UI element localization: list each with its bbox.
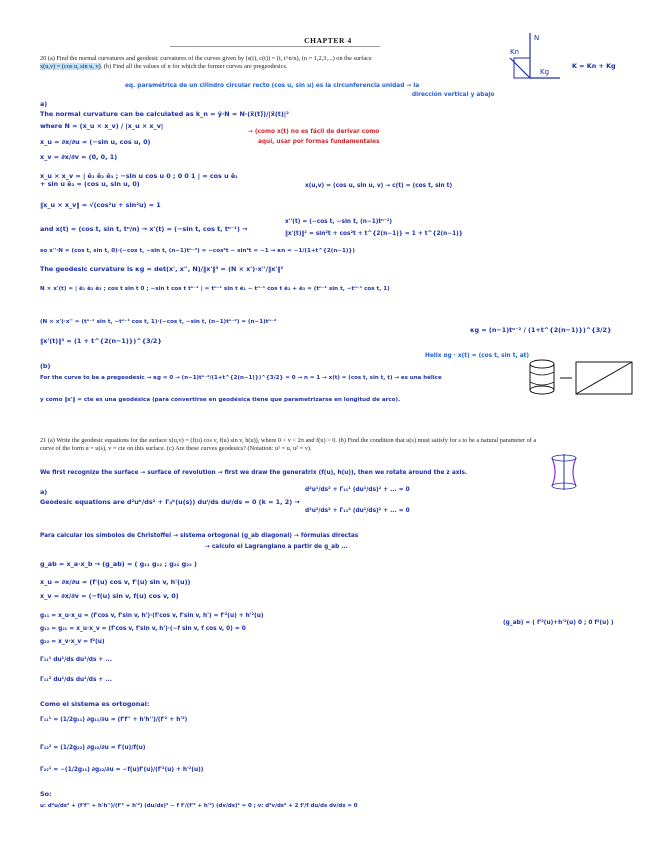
xv-derivative-21: x_v = ∂x/∂v = (−f(u) sin v, f(u) cos v, 0) — [40, 592, 179, 600]
normal-curvature-result: so x''·N = (cos t, sin t, 0)·(−cos t, −sin t, (n−1)tⁿ⁻²) = −cos²t − sin²t = −1 → κn = −1/(1+t^{2(n−1)}) — [40, 248, 355, 254]
geodesic-conclusion: y como ‖x'‖ = cte es una geodésica (para convertirse en geodésica tiene que parametrizarse en longitud de arco). — [40, 397, 401, 403]
curve-derivative: and x(t) = (cos t, sin t, tⁿ/n) → x'(t) = (−sin t, cos t, tⁿ⁻¹) → — [40, 225, 248, 233]
g22-calc: g₂₂ = x_v·x_v = f²(u) — [40, 639, 105, 645]
highlighted-surface: x(u,v) = (cos u, sin u, v) — [40, 63, 101, 70]
normal-vector-def: where N = (x_u × x_v) / |x_u × x_v| — [40, 122, 164, 130]
so-label: So: — [40, 790, 52, 798]
geodesic-equations: Geodesic equations are d²uᵏ/ds² + Γᵢⱼᵏ(u(s)) duⁱ/ds duʲ/ds = 0 (k = 1, 2) → — [40, 498, 300, 506]
christoffel-note: Para calcular los símbolos de Christoffel → sistema ortogonal (g_ab diagonal) → fórmulas directas — [40, 533, 359, 539]
svg-text:Kn: Kn — [510, 48, 520, 56]
velocity-norm-squared: ‖x'(t)‖² = sin²t + cos²t + t^{2(n−1)} = 1 + t^{2(n−1)} — [285, 231, 463, 237]
xv-derivative: x_v = ∂x/∂v = (0, 0, 1) — [40, 153, 118, 161]
header-rule — [170, 46, 380, 47]
revolution-surface-sketch — [544, 452, 584, 492]
geodesic-eq-k1: d²u¹/ds² + Γ₁₁¹ (du¹/ds)² + ... = 0 — [305, 487, 410, 493]
cross-product-norm: ‖x_u × x_v‖ = √(cos²u + sin²u) = 1 — [40, 201, 161, 209]
second-derivative: x''(t) = (−cos t, −sin t, (n−1)tⁿ⁻²) — [285, 219, 393, 225]
geodesic-expansion-1: Γ₁₁¹ du¹/ds du¹/ds + ... — [40, 657, 112, 663]
geodesic-eq-k2: d²u²/ds² + Γ₁₁² (du¹/ds)² + ... = 0 — [305, 508, 410, 514]
svg-text:Kg: Kg — [540, 68, 550, 76]
christoffel-111: Γ₁₁¹ = (1/2g₁₁) ∂g₁₁/∂u = (f'f'' + h'h'')/(f'² + h'²) — [40, 717, 188, 723]
helix-note: Helix αg · x(t) = (cos t, sin t, at) — [425, 353, 530, 359]
note-parametric-2: dirección vertical y abajo — [412, 92, 495, 98]
christoffel-221: Γ₂₂¹ = −(1/2g₁₁) ∂g₂₂/∂u = −f(u)f'(u)/(f'²(u) + h'²(u)) — [40, 767, 204, 773]
velocity-norm-cubed: ‖x'(t)‖³ = (1 + t^{2(n−1)})^{3/2} — [40, 337, 162, 345]
geodesic-curvature-result: κg = (n−1)tⁿ⁻² / (1+t^{2(n−1)})^{3/2} — [470, 326, 612, 334]
red-note-1: → (como x(t) no es fácil de derivar como — [248, 129, 380, 135]
xu-derivative-21: x_u = ∂x/∂u = (f'(u) cos v, f'(u) sin v, h'(u)) — [40, 578, 191, 586]
metric-matrix: (g_ab) = ( f'²(u)+h'²(u) 0 ; 0 f²(u) ) — [503, 620, 614, 626]
red-note-2: aquí, usar por formas fundamentales — [258, 139, 380, 145]
xu-derivative: x_u = ∂x/∂u = (−sin u, cos u, 0) — [40, 138, 151, 146]
cross-product: x_u × x_v = | ê₁ ê₂ ê₃ ; −sin u cos u 0 ; 0 0 1 | = cos u ê₁ + sin u ê₂ = (cos u, sin u, 0) — [40, 172, 238, 188]
helix-cylinder-sketch — [526, 358, 636, 398]
lagrangian-note: → calculo el Lagrangiano a partir de g_ab ... — [205, 544, 348, 550]
christoffel-122: Γ₁₂² = (1/2g₂₂) ∂g₂₂/∂u = f'(u)/f(u) — [40, 745, 146, 751]
ex21-part-a-label: a) — [40, 488, 48, 496]
curvature-sketch — [500, 28, 580, 98]
svg-text:N: N — [534, 34, 540, 42]
exercise-20-prompt: 20 (a) Find the normal curvatures and geodesic curvatures of the curves given by (s(t), c(t)) = (t, t^n/n), (n = 1,2,3,...) on the surface x(u,v) = (cos u, sin u, v). (b) Find all the values of n for which the former curves are pregeodesics. — [40, 55, 372, 70]
part-a-label: a) — [40, 100, 48, 108]
pregeodesic-condition: For the curve to be a pregeodesic → κg = 0 → (n−1)tⁿ⁻²/(1+t^{2(n−1)})^{3/2} = 0 → n = 1 → x(t) = (cos t, sin t, t) → es una hélice — [40, 375, 442, 381]
note-parametric: eq. paramétrica de un cilindro circular recto (cos u, sin u) es la circunferencia unidad → la — [125, 83, 420, 89]
curvature-decomposition: K = Kn + Kg — [572, 62, 616, 70]
exercise-21-prompt: 21 (a) Write the geodesic equations for the surface x(u,v) = (f(u) cos v, f(u) sin v, h(u)), where 0 < v < 2π and f(u) > 0. (b) Find the condition that u(s) must satisfy for s to be a natural parameter of a curve of the form u = u(s), v = cte on this surface. (c) Are these curves geodesics? (Notation: u¹ = u, u² = v). — [40, 437, 537, 452]
surface-recognition: We first recognize the surface → surface of revolution → first we draw the generatrix (f(u), h(u)), then we rotate around the z axis. — [40, 470, 468, 476]
metric-def: g_ab = x_a·x_b → (g_ab) = ( g₁₁ g₁₂ ; g₂₁ g₂₂ ) — [40, 560, 197, 568]
geodesic-expansion-2: Γ₁₁² du¹/ds du¹/ds + ... — [40, 677, 112, 683]
surface-curve-relation: x(u,v) = (cos u, sin u, v) → c(t) = (cos t, sin t) — [305, 183, 453, 189]
geodesic-curvature-def: The geodesic curvature is κg = det(x', x'', N)/‖x'‖³ = (N × x')·x''/‖x'‖³ — [40, 265, 284, 273]
orthogonal-note: Como el sistema es ortogonal: — [40, 700, 150, 708]
final-geodesic-equations: u: d²u/ds² + (f'f'' + h'h'')/(f'² + h'²) (du/ds)² − f f'/(f'² + h'²) (dv/ds)² = 0 ; v: d²v/ds² + 2 f'/f du/ds dv/ds = 0 — [40, 803, 358, 809]
normal-curvature-line: The normal curvature can be calculated as k_n = ÿ·N = N·(x⃗(t)⃗)/|x⃗(t)|² — [40, 110, 289, 118]
part-b-label: (b) — [40, 362, 51, 370]
g11-calc: g₁₁ = x_u·x_u = (f'cos v, f'sin v, h')·(f'cos v, f'sin v, h') = f'²(u) + h'²(u) — [40, 613, 264, 619]
g12-calc: g₁₂ = g₂₁ = x_u·x_v = (f'cos v, f'sin v, h')·(−f sin v, f cos v, 0) = 0 — [40, 626, 246, 632]
triple-product: (N × x')·x'' = (tⁿ⁻¹ sin t, −tⁿ⁻¹ cos t, 1)·(−cos t, −sin t, (n−1)tⁿ⁻²) = (n−1)tⁿ⁻² — [40, 319, 277, 325]
chapter-header: CHAPTER 4 — [304, 36, 352, 45]
n-cross-velocity: N × x'(t) = | ê₁ ê₂ ê₃ ; cos t sin t 0 ; −sin t cos t tⁿ⁻¹ | = tⁿ⁻¹ sin t ê₁ − tⁿ⁻¹ cos t ê₂ + ê₃ = (tⁿ⁻¹ sin t, −tⁿ⁻¹ cos t, 1) — [40, 286, 390, 292]
